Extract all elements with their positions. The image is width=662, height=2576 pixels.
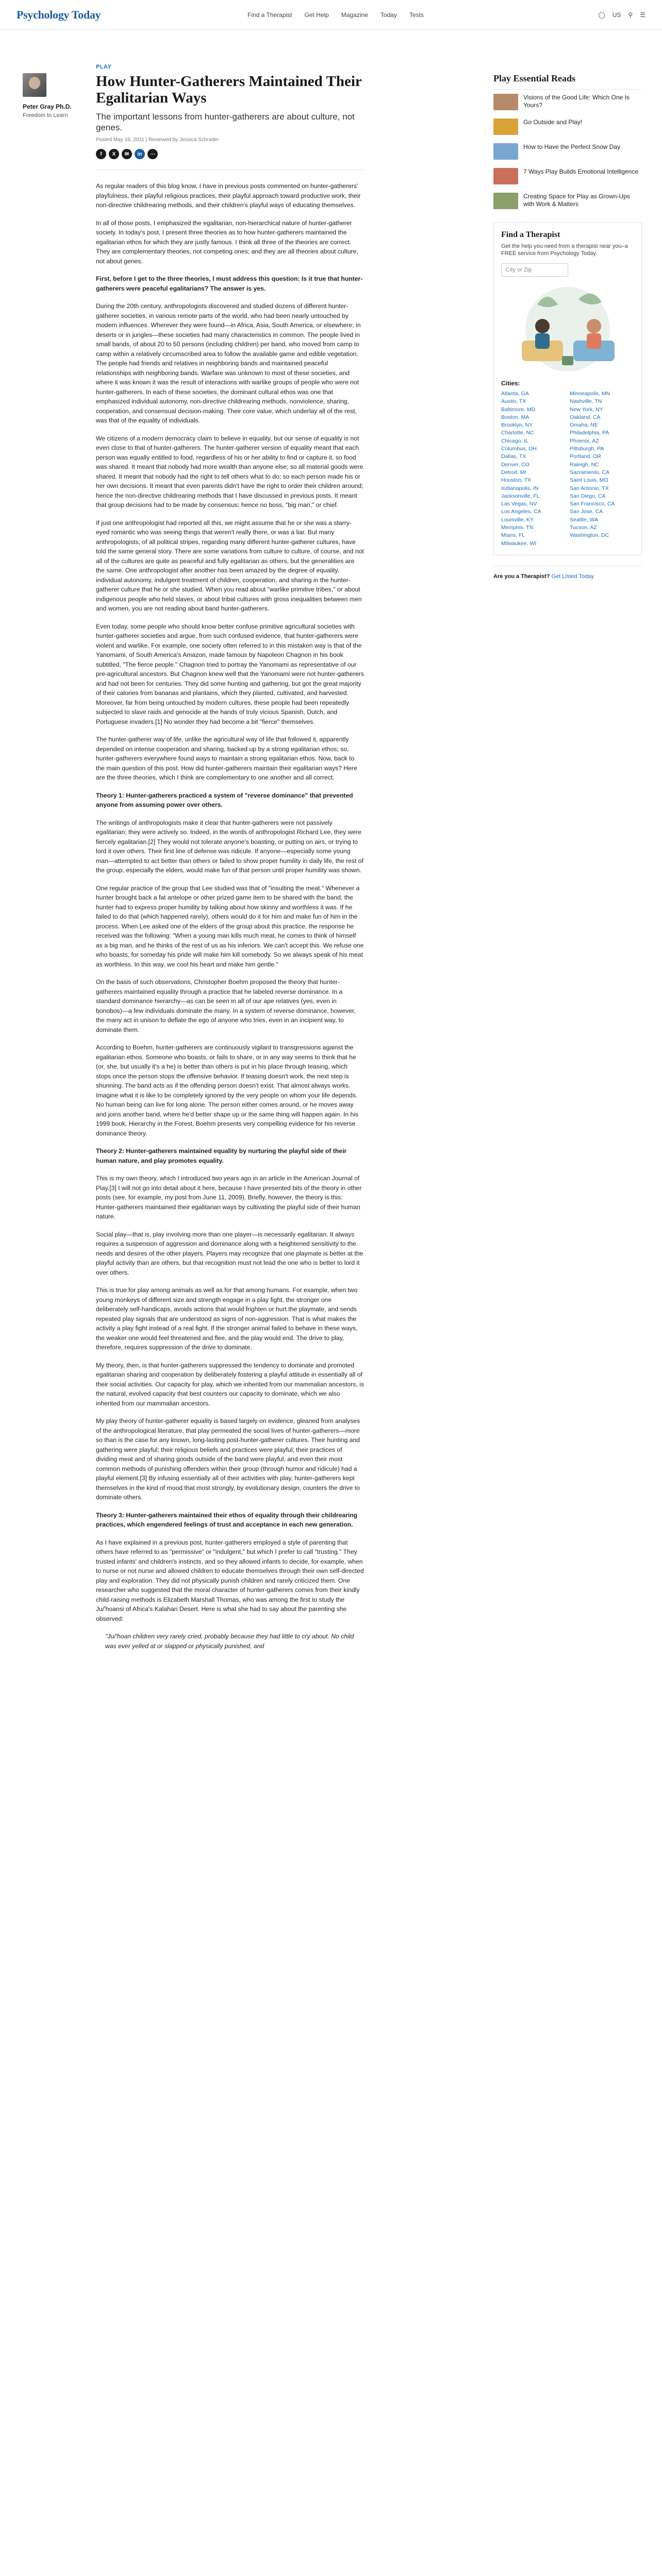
city-link[interactable]: San Antonio, TX: [570, 485, 609, 492]
paragraph: We citizens of a modern democracy claim to believe in equality, but our sense of equality is not even close to that of hunter-gatherers. The hunter-gatherer version of equality meant that each person was equally entitled to food, regardless of his or her ability to find or capture it, so food was shared. It meant that nobody had more wealth than anyone else; so all material goods were shared. It meant that nobody had the right to tell others what to do; so each person made his or her own decisions. It meant that even parents didn't have the right to order their children around; hence the non-directive childrearing methods that I have discussed in previous posts. It meant that group decisions had to be made by consensus; hence no boss, "big man," or chief.: [96, 434, 363, 509]
city-link[interactable]: Nashville, TN: [570, 398, 602, 405]
facebook-icon[interactable]: f: [96, 149, 106, 159]
paragraph: Even today, some people who should know better confuse primitive agricultural societies with hunter-gatherer societies and argue, from such confused evidence, that hunter-gatherers were violent and warlike. For example, one society often referred to in this mistaken way is that of the Yanomami, of South America's Amazon, made famous by Napoleon Chagnon in his book subtitled, "The fierce people." Chagnon tried to portray the Yanomami as representative of our pre-agricultural ancestors. But Chagnon knew well that the Yanomami were not hunter-gatherers and had not been for centuries. They did some hunting and gathering, but got the great majority of their calories from bananas and plantains, which they planted, cultivated, and harvested. Moreover, far from being untouched by modern cultures, these people had been repeatedly subjected to slave raids and genocide at the hands of truly vicious Spanish, Dutch, and Portuguese invaders.[1] No wonder they had become a bit "fierce" themselves.: [96, 622, 364, 725]
email-icon[interactable]: ✉: [122, 149, 132, 159]
x-twitter-icon[interactable]: X: [109, 149, 119, 159]
article-meta: Posted May 16, 2011 | Reviewed by Jessica Schrader: [96, 137, 219, 143]
blog-name[interactable]: Freedom to Learn: [23, 112, 68, 118]
city-link[interactable]: Detroit, MI: [501, 469, 526, 476]
city-link[interactable]: Jacksonville, FL: [501, 493, 540, 499]
essential-read-title[interactable]: Visions of the Good Life: Which One Is Yours?: [523, 94, 630, 109]
article-body: [96, 181, 364, 1651]
block-quote: "Ju/'hoan children very rarely cried, probably because they had little to cry about. No child was ever yelled at or slapped or physically punished, and: [105, 1633, 354, 1650]
city-link[interactable]: New York, NY: [570, 406, 603, 413]
city-link[interactable]: Sacramento, CA: [570, 469, 610, 476]
city-link[interactable]: Milwaukee, WI: [501, 540, 537, 547]
section-heading: Theory 3: Hunter-gatherers maintained their ethos of equality through their childrearing practices, which engendered feelings of trust and acceptance in each new generation.: [96, 1511, 358, 1528]
finder-title: Find a Therapist: [501, 230, 560, 239]
city-link[interactable]: Baltimore, MD: [501, 406, 536, 413]
essential-read-title[interactable]: Go Outside and Play!: [523, 118, 583, 126]
paragraph: As regular readers of this blog know, I have in previous posts commented on hunter-gatherers' playfulness, their playful religious practices, their playful approach toward productive work, their non-directive childrearing methods, and their children's playful ways of educating themselves.: [96, 182, 361, 209]
city-link[interactable]: Saint Louis, MO: [570, 477, 608, 484]
paragraph: On the basis of such observations, Christopher Boehm proposed the theory that hunter-gatherers maintained equality through a practice that he labeled reverse dominance. In a standard dominance hierarchy—as can be seen in all of our ape relatives (yes, even in bonobos)—a few individuals dominate the many. In a system of reverse dominance, however, the many act in unison to deflate the ego of anyone who tries, even in an incipient way, to dominate them.: [96, 978, 356, 1033]
city-link[interactable]: Pittsburgh, PA: [570, 446, 604, 452]
city-link[interactable]: Raleigh, NC: [570, 461, 599, 468]
city-link[interactable]: Columbus, OH: [501, 446, 537, 452]
city-link[interactable]: Boston, MA: [501, 414, 529, 420]
essential-reads-list: [493, 90, 642, 213]
get-listed-link[interactable]: Get Listed Today: [551, 573, 594, 580]
city-link[interactable]: Los Angeles, CA: [501, 509, 541, 515]
city-link[interactable]: Brooklyn, NY: [501, 422, 533, 429]
paragraph: My play theory of hunter-gatherer equality is based largely on evidence, gleaned from analyses of the anthropological literature, that play permeated the social lives of hunter-gatherers—more so than is the case for any known, long-lasting post-hunter-gatherer cultures. Their hunting and gathering were playful; their religious beliefs and practices were playful; their practices of dividing meat and of sharing goods outside of the band were playful, and even their most common methods of punishing offenders within their group (through humor and ridicule) had a playful element.[3] By infusing essentially all of their activities with play, hunter-gatherers kept themselves in the kind of mood that most strongly, by evolutionary design, counters the drive to dominate others.: [96, 1417, 360, 1501]
essential-read-item[interactable]: [493, 189, 642, 213]
essential-read-item[interactable]: [493, 90, 642, 114]
essential-read-title[interactable]: Creating Space for Play as Grown-Ups with Work & Matters: [523, 193, 630, 208]
more-share-icon[interactable]: ⋯: [147, 149, 158, 159]
city-link[interactable]: Omaha, NE: [570, 422, 598, 429]
nav-today[interactable]: Today: [380, 11, 397, 19]
cta-question: Are you a Therapist?: [493, 573, 550, 580]
city-link[interactable]: Charlotte, NC: [501, 430, 534, 436]
paragraph: This is my own theory, which I introduced two years ago in an article in the American Journal of Play.[3] I will not go into detail about it here, because I have presented bits of the theory in other posts (see, for example, my post from June 11, 2009). Briefly, however, the theory is this: Hunter-gatherers maintained their egalitarian ways by cultivating the playful side of their human nature.: [96, 1175, 362, 1220]
site-logo[interactable]: Psychology Today: [16, 8, 101, 21]
city-link[interactable]: Seattle, WA: [570, 516, 599, 523]
menu-icon[interactable]: ☰: [640, 11, 646, 19]
share-bar: [96, 149, 364, 159]
paragraph: The writings of anthropologists make it clear that hunter-gatherers were not passively egalitarian; they were actively so. Indeed, in the words of anthropologist Richard Lee, they were fiercely egalitarian.[2] They would not tolerate anyone's boasting, or putting on airs, or trying to lord it over others. Their first line of defense was ridicule. If anyone—especially some young man—attempted to act better than others or failed to show proper humility in daily life, the rest of the group, especially the elders, would make fun of that person until proper humility was shown.: [96, 819, 363, 874]
nav-find-therapist[interactable]: Find a Therapist: [247, 11, 292, 19]
city-link[interactable]: Portland, OR: [570, 453, 601, 460]
city-link[interactable]: Las Vegas, NV: [501, 501, 537, 507]
article-title: How Hunter-Gatherers Maintained Their Egalitarian Ways: [96, 73, 362, 106]
essential-reads-heading: Play Essential Reads: [493, 73, 642, 90]
paragraph: The hunter-gatherer way of life, unlike the agricultural way of life that followed it, apparently depended on intense cooperation and sharing, backed up by a strong egalitarian ethos; so, hunter-gatherers everywhere found ways to maintain a strong egalitarian ethos. Now, back to the main question of this post. How did hunter-gatherers maintain their egalitarian ways? Here are the three theories, which I think are complementary to one another and all correct.: [96, 736, 357, 781]
paragraph: During the 20th century, anthropologists discovered and studied dozens of different hunter-gatherer societies, in various remote parts of the world, who had been nearly untouched by modern influences. Wherever they were found—in Africa, Asia, South America, or elsewhere; in deserts or in jungles—these societies had many characteristics in common. The people lived in small bands, of about 20 to 50 persons (including children) per band, who moved from camp to camp within a relatively circumscribed area to follow the available game and edible vegetation. The people had friends and relatives in neighboring bands and maintained peaceful relationships with neighboring bands. Warfare was unknown to most of these societies, and where it was known it was the result of interactions with warlike groups of people who were not hunter-gatherers. In each of these societies, the dominant cultural ethos was one that emphasized individual autonomy, non-directive childrearing methods, nonviolence, sharing, cooperation, and consensual decision-making. Their core value, which underlay all of the rest, was that of the equality of individuals.: [96, 302, 361, 424]
article: [96, 64, 364, 1651]
city-link[interactable]: San Jose, CA: [570, 509, 603, 515]
city-link[interactable]: Louisville, KY: [501, 516, 534, 523]
article-thumbnail[interactable]: [493, 118, 518, 135]
paragraph: Social play—that is, play involving more than one player—is necessarily egalitarian. It always requires a suspension of aggression and dominance along with a heightened sensitivity to the needs and desires of the other players. Players may recognize that one playmate is better at the playful activity than are others, but that recognition must not lead the one who is better to lord it over others.: [96, 1230, 363, 1276]
article-thumbnail[interactable]: [493, 193, 518, 209]
article-kicker[interactable]: PLAY: [96, 64, 112, 70]
essential-read-title[interactable]: How to Have the Perfect Snow Day: [523, 143, 621, 150]
section-heading: Theory 2: Hunter-gatherers maintained equality by nurturing the playful side of their human nature, and play promotes equality.: [96, 1147, 347, 1164]
author-avatar[interactable]: [23, 73, 46, 97]
globe-icon[interactable]: ◯: [598, 11, 605, 19]
cities-list: [501, 390, 634, 548]
article-thumbnail[interactable]: [493, 94, 518, 110]
therapy-illustration: [501, 284, 634, 375]
paragraph: My theory, then, is that hunter-gatherers suppressed the tendency to dominate and promoted egalitarian sharing and cooperation by deliberately fostering a playful attitude in essentially all of their social activities. Our capacity for play, which we inherited from our mammalian ancestors, is the natural, evolved capacity that best counters our capacity to dominate, which we also inherited from our mammalian ancestors.: [96, 1361, 364, 1407]
paragraph: According to Boehm, hunter-gatherers are continuously vigilant to transgressions against the egalitarian ethos. Someone who boasts, or fails to share, or in any way seems to think that he (or, she, but usually it's a he) is better than others is put in his place through teasing, which stops once the person stops the offensive behavior. If teasing doesn't work, the next step is shunning. The band acts as if the offending person doesn't exist. That almost always works. Imagine what it is like to be completely ignored by the very people on whom your life depends. No human being can live for long alone. The person either comes around, or he moves away and joins another band, where he'd better shape up or the same thing will happen again. In his 1999 book, Hierarchy in the Forest, Boehm presents very compelling evidence for his reverse dominance theory.: [96, 1044, 359, 1137]
paragraph: As I have explained in a previous post, hunter-gatherers employed a style of parenting that others have referred to as "permissive" or "indulgent," but which I prefer to call "trusting." They trusted infants' and children's instincts, and so they allowed infants to decide, for example, when to nurse or not nurse and allowed children to educate themselves through their own self-directed play and exploration. They did not physically punish children and rarely criticized them. One researcher who suggested that the moral character of hunter-gatherers comes from their kindly child-raising methods is Elizabeth Marshall Thomas, who was among the first to study the Ju/'hoansi of Africa's Kalahari Desert. Here is what she had to say about the parenting she observed:: [96, 1538, 364, 1622]
city-link[interactable]: Minneapolis, MN: [570, 391, 610, 397]
city-link[interactable]: San Francisco, CA: [570, 501, 615, 507]
city-link[interactable]: Chicago, IL: [501, 437, 529, 444]
paragraph: One regular practice of the group that Lee studied was that of "insulting the meat." Whenever a hunter brought back a fat antelope or other prized game item to be shared with the band, the hunter had to express proper humility by talking about how skinny and worthless it was. If he failed to do that (which happened rarely), others would do it for him and make fun of him in the process. When Lee asked one of the elders of the group about this practice, the response he received was the following: "When a young man kills much meat, he comes to think of himself as a big man, and he thinks of the rest of us as his inferiors. We can't accept this. We refuse one who boasts, for someday his pride will make him kill somebody. So we always speak of his meat as worthless. In this way, we cool his heart and make him gentle.": [96, 884, 364, 968]
city-link[interactable]: Miami, FL: [501, 532, 525, 539]
city-link[interactable]: Dallas, TX: [501, 453, 526, 460]
author-name[interactable]: Peter Gray Ph.D.: [23, 103, 72, 110]
section-heading: Theory 1: Hunter-gatherers practiced a system of "reverse dominance" that prevented anyone from assuming power over others.: [96, 791, 353, 808]
city-link[interactable]: Indianapolis, IN: [501, 485, 539, 492]
site-header: [0, 0, 662, 30]
essential-read-title[interactable]: 7 Ways Play Builds Emotional Intelligence: [523, 168, 638, 175]
city-link[interactable]: Memphis, TN: [501, 524, 534, 531]
essential-read-item[interactable]: [493, 139, 642, 164]
search-icon[interactable]: ⚲: [628, 11, 633, 19]
sidebar: [493, 73, 642, 580]
nav-tests[interactable]: Tests: [409, 11, 424, 19]
city-link[interactable]: Phoenix, AZ: [570, 437, 599, 444]
article-subtitle: The important lessons from hunter-gatherers are about culture, not genes.: [96, 112, 355, 132]
essential-read-item[interactable]: [493, 114, 642, 139]
article-thumbnail[interactable]: [493, 143, 518, 160]
city-link[interactable]: Oakland, CA: [570, 414, 601, 420]
cities-heading: Cities:: [501, 380, 520, 387]
finder-description: Get the help you need from a therapist near you–a FREE service from Psychology Today.: [501, 243, 628, 257]
city-link[interactable]: Atlanta, GA: [501, 391, 529, 397]
city-link[interactable]: Philadelphia, PA: [570, 430, 609, 436]
nav-magazine[interactable]: Magazine: [341, 11, 368, 19]
nav-get-help[interactable]: Get Help: [304, 11, 329, 19]
main-nav: [247, 0, 424, 30]
city-link[interactable]: Houston, TX: [501, 477, 532, 484]
city-zip-input[interactable]: City or Zip: [501, 263, 568, 277]
region-selector[interactable]: US: [612, 11, 621, 19]
city-link[interactable]: Austin, TX: [501, 398, 526, 405]
city-link[interactable]: San Diego, CA: [570, 493, 606, 499]
essential-read-item[interactable]: [493, 164, 642, 189]
therapist-finder: [493, 223, 642, 555]
header-tools: [598, 0, 646, 30]
paragraph: This is true for play among animals as well as for that among humans. For example, when two young monkeys of different size and strength engage in a play fight, the stronger one deliberately self-handicaps, avoids actions that would frighten or hurt the playmate, and sends repeated play signals that are understood as signs of non-aggression. That is what makes the activity a play fight instead of a real fight. If the stronger animal failed to behave in these ways, the weaker one would feel threatened and flee, and the play would end. The drive to play, therefore, requires suppression of the drive to dominate.: [96, 1286, 358, 1351]
city-link[interactable]: Tucson, AZ: [570, 524, 597, 531]
linkedin-icon[interactable]: in: [135, 149, 145, 159]
city-link[interactable]: Washington, DC: [570, 532, 609, 539]
city-link[interactable]: Denver, CO: [501, 461, 529, 468]
section-heading: First, before I get to the three theories, I must address this question: Is it true that hunter-gatherers were peaceful egalitarians? The answer is yes.: [96, 275, 363, 292]
article-thumbnail[interactable]: [493, 168, 518, 184]
paragraph: If just one anthropologist had reported all this, we might assume that he or she was a starry-eyed romantic who was seeing things that weren't really there, or was a liar. But many anthropologists, of all political stripes, regarding many different hunter-gatherer cultures, have told the same general story. There are some variations from culture to culture, of course, and not all of the cultures are quite as peaceful and fully egalitarian as others, but the generalities are the same. One anthropologist after another has been amazed by the degree of equality, individual autonomy, indulgent treatment of children, cooperation, and sharing in the hunter-gatherer culture that he or she studied. When you read about "warlike primitive tribes," or about indigenous people who held slaves, or about tribal cultures with gross inequalities between men and women, you are not reading about band hunter-gatherers.: [96, 519, 364, 612]
therapist-cta: [493, 566, 642, 580]
author-card: [23, 73, 79, 118]
city-link: [570, 540, 634, 548]
paragraph: In all of those posts, I emphasized the egalitarian, non-hierarchical nature of hunter-gatherer society. In today's post, I present three theories as to how hunter-gatherers maintained the egalitarian ethos for which they are justly famous. I think all three of the theories are correct. They are complementary theories, not competing ones; and they are all theories about culture, not about genes.: [96, 219, 358, 265]
